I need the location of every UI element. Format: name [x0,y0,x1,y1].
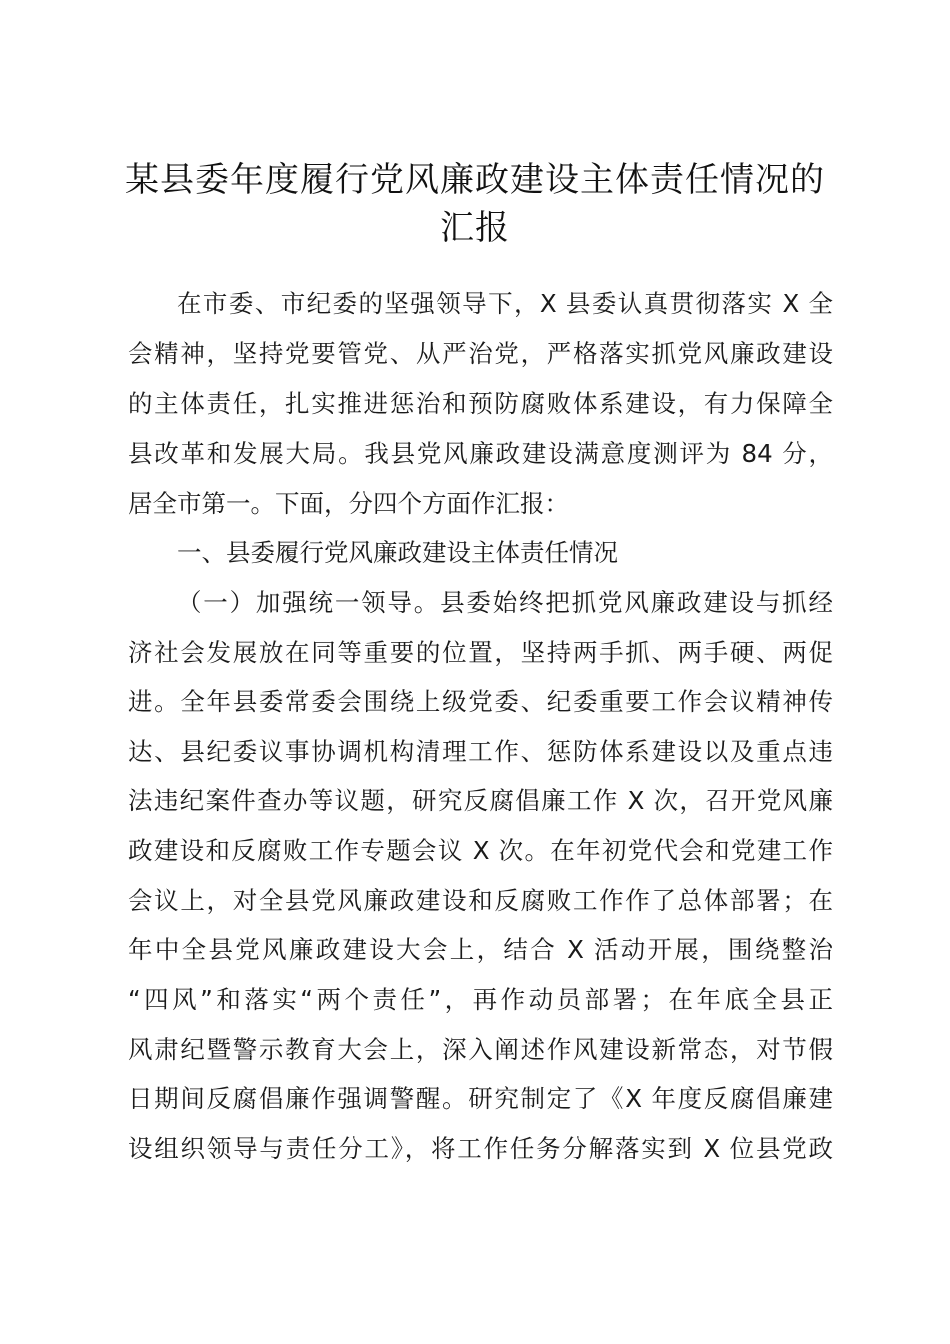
paragraph-2-line-7: 会议上，对全县党风廉政建设和反腐败工作作了总体部署；在 [128,886,833,915]
paragraph-1-line-1: 在市委、市纪委的坚强领导下，X 县委认真贯彻落实 X 全 [177,289,833,318]
paragraph-2-line-11: 日期间反腐倡廉作强调警醒。研究制定了《X 年度反腐倡廉建 [128,1084,833,1113]
paragraph-2-line-4: 达、县纪委议事协调机构清理工作、惩防体系建设以及重点违 [128,737,833,766]
paragraph-1-line-2: 会精神，坚持党要管党、从严治党，严格落实抓党风廉政建设 [128,339,833,368]
paragraph-2-line-9: “四风”和落实“两个责任”，再作动员部署；在年底全县正 [128,985,833,1014]
paragraph-2-line-5: 法违纪案件查办等议题，研究反腐倡廉工作 X 次，召开党风廉 [128,786,833,815]
paragraph-1-line-3: 的主体责任，扎实推进惩治和预防腐败体系建设，有力保障全 [128,389,833,418]
paragraph-2-line-6: 政建设和反腐败工作专题会议 X 次。在年初党代会和党建工作 [128,836,833,865]
document-title-line-1: 某县委年度履行党风廉政建设主体责任情况的 [125,160,825,200]
paragraph-1-line-4: 县改革和发展大局。我县党风廉政建设满意度测评为 84 分， [128,439,833,468]
paragraph-2-line-1: （一）加强统一领导。县委始终把抓党风廉政建设与抓经 [177,588,833,617]
document-title-line-2: 汇报 [440,208,510,248]
paragraph-1-line-5: 居全市第一。下面，分四个方面作汇报： [128,489,569,518]
paragraph-2-line-10: 风肃纪暨警示教育大会上，深入阐述作风建设新常态，对节假 [128,1035,833,1064]
section-heading-1: 一、县委履行党风廉政建设主体责任情况 [177,538,618,567]
paragraph-2-line-8: 年中全县党风廉政建设大会上，结合 X 活动开展，围绕整治 [128,935,833,964]
paragraph-2-line-2: 济社会发展放在同等重要的位置，坚持两手抓、两手硬、两促 [128,638,833,667]
paragraph-2-line-12: 设组织领导与责任分工》，将工作任务分解落实到 X 位县党政 [128,1134,833,1163]
paragraph-2-line-3: 进。全年县委常委会围绕上级党委、纪委重要工作会议精神传 [128,687,833,716]
